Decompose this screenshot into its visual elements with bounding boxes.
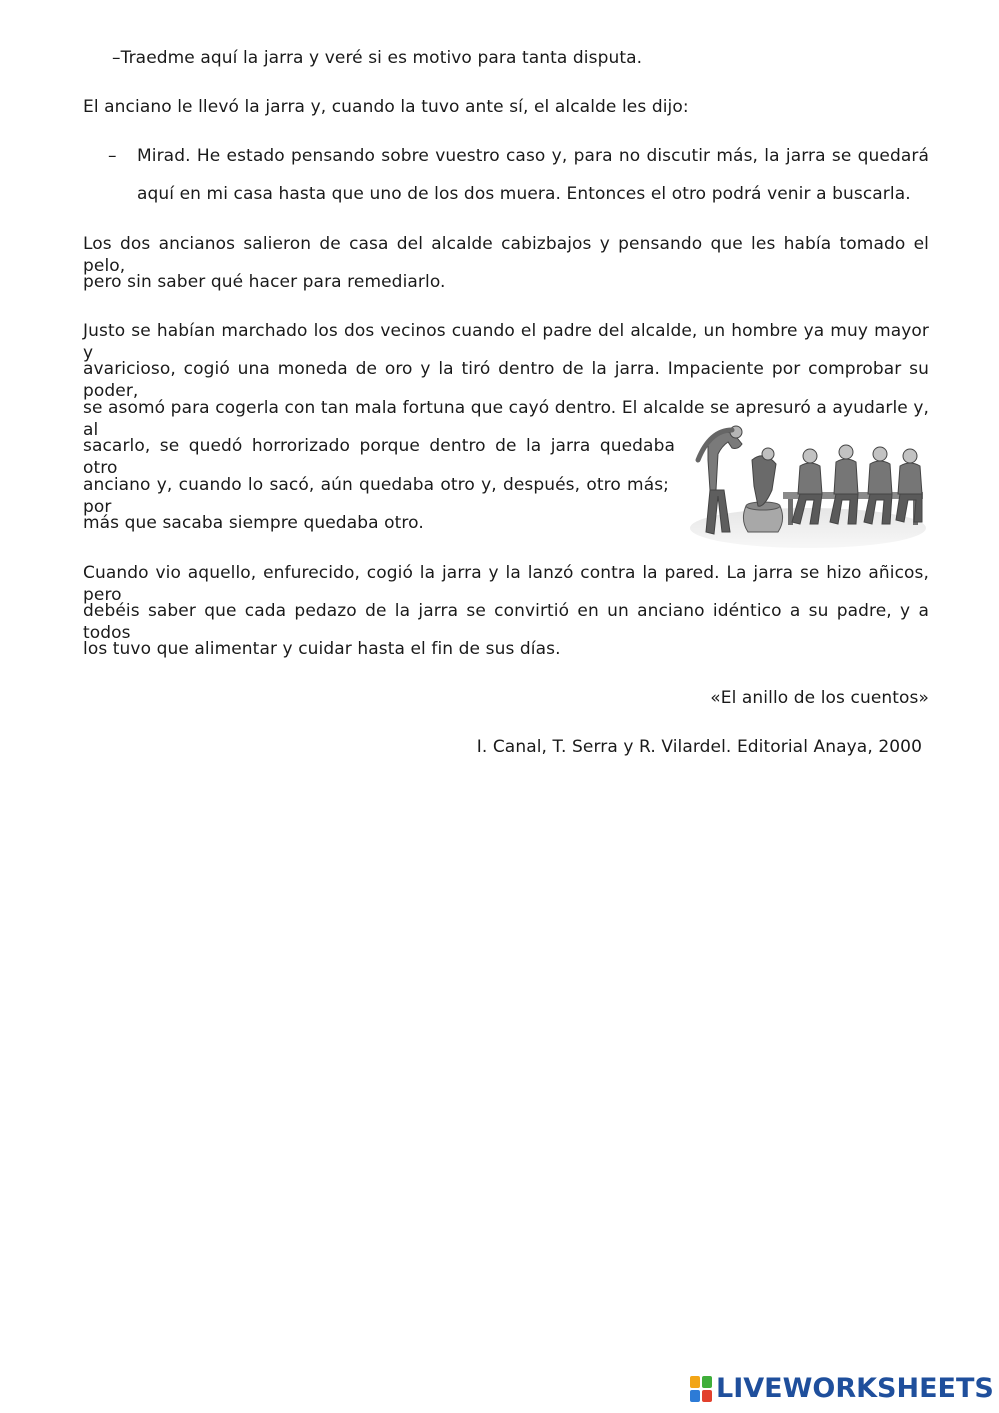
liveworksheets-badge-icon (690, 1376, 712, 1402)
story-illustration (688, 420, 928, 550)
story-line-8: avaricioso, cogió una moneda de oro y la tiró dentro de la jarra. Impaciente por comprobar su poder, (83, 359, 929, 401)
story-line-5: Los dos ancianos salieron de casa del alcalde cabizbajos y pensando que les había tomado el pelo, (83, 234, 929, 276)
story-line-15: los tuvo que alimentar y cuidar hasta el fin de sus días. (83, 639, 561, 659)
book-title-citation: «El anillo de los cuentos» (710, 688, 929, 708)
story-line-2: El anciano le llevó la jarra y, cuando la tuvo ante sí, el alcalde les dijo: (83, 97, 689, 117)
authors-citation: I. Canal, T. Serra y R. Vilardel. Editorial Anaya, 2000 (476, 737, 922, 757)
story-line-9: se asomó para cogerla con tan mala fortuna que cayó dentro. El alcalde se apresuró a ayudarle y, al (83, 398, 929, 440)
liveworksheets-wordmark: LIVEWORKSHEETS (716, 1373, 994, 1404)
story-line-7: Justo se habían marchado los dos vecinos cuando el padre del alcalde, un hombre ya muy mayor y (83, 321, 929, 363)
story-line-12: más que sacaba siempre quedaba otro. (83, 513, 424, 533)
dialogue-dash: – (108, 146, 117, 166)
story-line-14: debéis saber que cada pedazo de la jarra se convirtió en un anciano idéntico a su padre, y a todos (83, 601, 929, 643)
story-line-10: sacarlo, se quedó horrorizado porque dentro de la jarra quedaba otro (83, 436, 675, 478)
liveworksheets-logo (690, 1373, 994, 1404)
story-line-11: anciano y, cuando lo sacó, aún quedaba otro y, después, otro más; por (83, 475, 669, 517)
story-line-6: pero sin saber qué hacer para remediarlo. (83, 272, 446, 292)
story-line-13: Cuando vio aquello, enfurecido, cogió la jarra y la lanzó contra la pared. La jarra se hizo añicos, pero (83, 563, 929, 605)
story-line-4: aquí en mi casa hasta que uno de los dos muera. Entonces el otro podrá venir a buscarla. (137, 184, 911, 204)
story-line-3: Mirad. He estado pensando sobre vuestro caso y, para no discutir más, la jarra se quedará (137, 146, 929, 166)
story-line-1: –Traedme aquí la jarra y veré si es motivo para tanta disputa. (112, 48, 643, 68)
